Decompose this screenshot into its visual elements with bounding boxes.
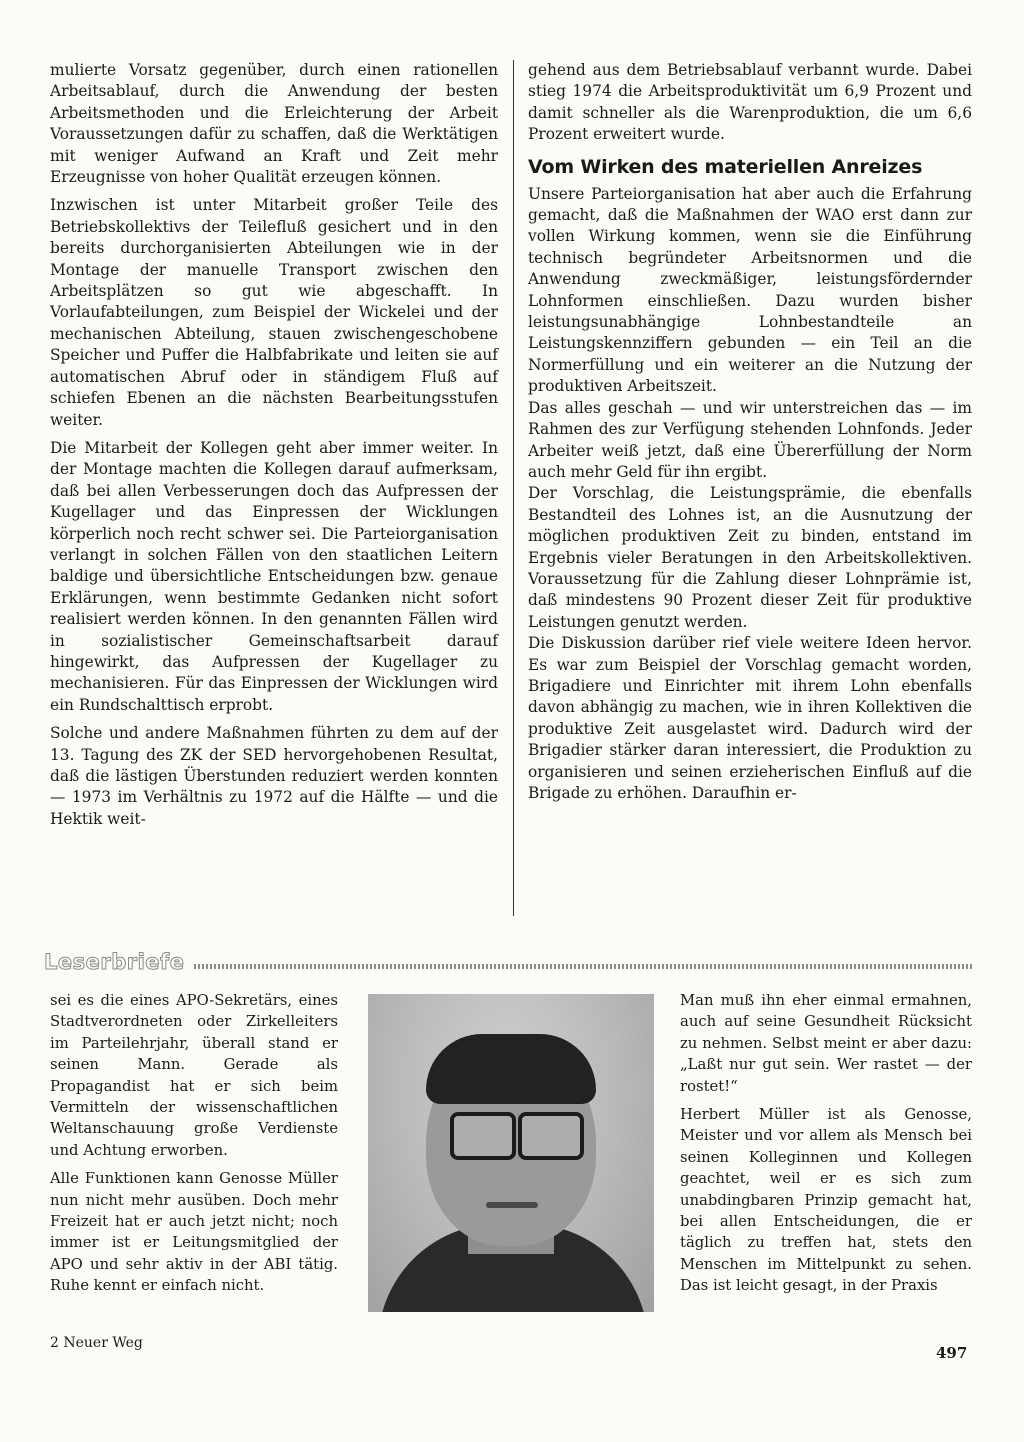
photo-glasses-right [518, 1112, 584, 1160]
photo-glasses-left [450, 1112, 516, 1160]
paragraph: Der Vorschlag, die Leistungsprämie, die ebenfalls Bestandteil des Lohnes ist, an die Ausnutzung der möglichen produktiven Zeit zu binden, entstand im Ergebnis vieler Beratungen in den Arbeitskollektiven. Voraussetzung für die Zahlung dieser Lohnprämie ist, daß mindestens 90 Prozent dieser Zeit für produktive Leistungen genutzt werden. [528, 484, 972, 631]
paragraph: sei es die eines APO-Sekretärs, eines Stadtverordneten oder Zirkelleiters im Parteilehrjahr, überall stand er seinen Mann. Gerade als Propagandist hat er sich beim Vermitteln der wissenschaftlichen Weltanschauung große Verdienste und Achtung erworben. [50, 992, 338, 1159]
paragraph: Unsere Parteiorganisation hat aber auch die Erfahrung gemacht, daß die Maßnahmen der WAO erst dann zur vollen Wirkung kommen, wenn sie die Einführung technisch begründeter Arbeitsnormen und die Anwendung zweckmäßiger, leistungsfördernder Lohnformen einschließen. Dazu wurden bisher leistungsunabhängige Lohnbestandteile an Leistungskennziffern gebunden — ein Teil an die Normerfüllung und ein weiterer an die Nutzung der produktiven Arbeitszeit. [528, 184, 972, 396]
article-column-left [50, 60, 498, 830]
paragraph: Herbert Müller ist als Genosse, Meister und vor allem als Mensch bei seinen Kolleginnen und Kollegen geachtet, weil er es sich zum unabdingbaren Prinzip gemacht hat, bei allen Entscheidungen, die er täglich zu treffen hat, stets den Menschen im Mittelpunkt zu sehen. Das ist leicht gesagt, in der Praxis [680, 1106, 972, 1295]
page-number: 497 [936, 1344, 968, 1362]
section-title: Leserbriefe [44, 950, 185, 974]
photo-hair [426, 1034, 596, 1104]
article-column-right [528, 60, 972, 804]
dotted-rule [194, 964, 972, 969]
paragraph: Die Mitarbeit der Kollegen geht aber immer weiter. In der Montage machten die Kollegen darauf aufmerksam, daß bei allen Verbesserungen doch das Aufpressen der Kugellager und das Einpressen der Wicklungen körperlich noch recht schwer sei. Die Parteiorganisation verlangt in solchen Fällen von den staatlichen Leitern baldige und übersichtliche Entscheidungen bzw. genaue Erklärungen, wenn bestimmte Gedanken nicht sofort realisiert werden können. In den genannten Fällen wird in sozialistischer Gemeinschaftsarbeit darauf hingewirkt, das Aufpressen der Kugellager zu mechanisieren. Für das Einpressen der Wicklungen wird ein Rundschalttisch erprobt. [50, 438, 498, 714]
publication-name: 2 Neuer Weg [50, 1335, 143, 1351]
section-subheading: Vom Wirken des materiellen Anreizes [528, 155, 923, 178]
photo-mouth [486, 1202, 538, 1208]
portrait-photo [368, 994, 654, 1312]
paragraph: mulierte Vorsatz gegenüber, durch einen rationellen Arbeitsablauf, durch die Anwendung der besten Arbeitsmethoden und die Erleichterung der Arbeit Voraussetzungen dafür zu schaffen, daß die Werktätigen mit weniger Aufwand an Kraft und Zeit mehr Erzeugnisse von hoher Qualität erzeugen können. [50, 61, 498, 187]
section-header [44, 950, 974, 976]
paragraph: gehend aus dem Betriebsablauf verbannt wurde. Dabei stieg 1974 die Arbeitsproduktivität um 6,9 Prozent und damit schneller als die Warenproduktion, die um 6,6 Prozent erweitert wurde. [528, 61, 972, 144]
letter-column-right [680, 990, 972, 1297]
column-divider [513, 60, 514, 916]
paragraph: Alle Funktionen kann Genosse Müller nun nicht mehr ausüben. Doch mehr Freizeit hat er auch jetzt nicht; noch immer ist er Leitungsmitglied der APO und sehr aktiv in der ABI tätig. Ruhe kennt er einfach nicht. [50, 1170, 338, 1295]
letter-column-left [50, 990, 338, 1297]
paragraph: Inzwischen ist unter Mitarbeit großer Teile des Betriebskollektivs der Teilefluß gesichert und in den bereits durchorganisierten Abteilungen wie in der Montage der manuelle Transport zwischen den Arbeitsplätzen so gut wie abgeschafft. In Vorlaufabteilungen, zum Beispiel der Wickelei und der mechanischen Abteilung, stauen zwischengeschobene Speicher und Puffer die Halbfabrikate und leiten sie auf automatischen Abruf oder in ständigem Fluß auf schiefen Ebenen an die nächsten Bearbeitungsstufen weiter. [50, 196, 498, 429]
paragraph: Solche und andere Maßnahmen führten zu dem auf der 13. Tagung des ZK der SED hervorgehobenen Resultat, daß die lästigen Überstunden reduziert werden konnten — 1973 im Verhältnis zu 1972 auf die Hälfte — und die Hektik weit- [50, 724, 498, 828]
paragraph: Das alles geschah — und wir unterstreichen das — im Rahmen des zur Verfügung stehenden Lohnfonds. Jeder Arbeiter weiß jetzt, daß eine Übererfüllung der Norm auch mehr Geld für ihn ergibt. [528, 398, 972, 481]
paragraph: Die Diskussion darüber rief viele weitere Ideen hervor. Es war zum Beispiel der Vorschlag gemacht worden, Brigadiere und Einrichter mit ihrem Lohn ebenfalls davon abhängig zu machen, wie in ihren Kollektiven die produktive Zeit ausgelastet wird. Dadurch wird der Brigadier stärker daran interessiert, die Produktion zu organisieren und seinen erzieherischen Einfluß auf die Brigade zu erhöhen. Daraufhin er- [528, 634, 972, 802]
paragraph: Man muß ihn eher einmal ermahnen, auch auf seine Gesundheit Rücksicht zu nehmen. Selbst meint er aber dazu: „Laßt nur gut sein. Wer rastet — der rostet!“ [680, 992, 972, 1095]
